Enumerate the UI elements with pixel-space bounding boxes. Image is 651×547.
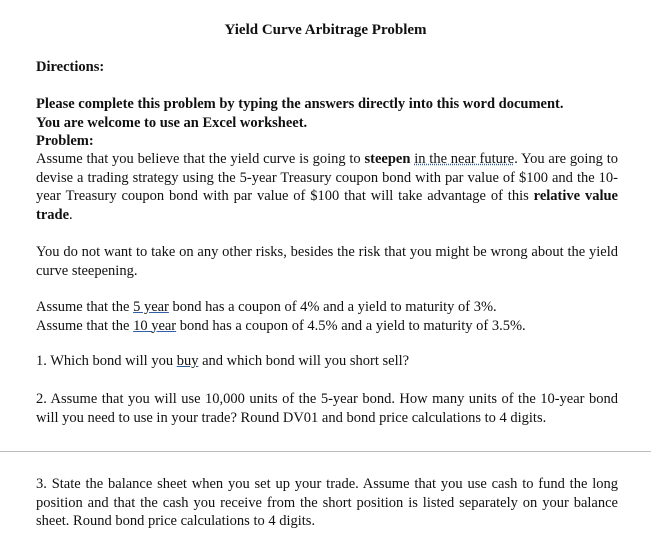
question-3: 3. State the balance sheet when you set up your trade. Assume that you use cash to fund the long position and that the cash you receive from the short position is listed separately on your balance sheet. Round bond price calculations to 4 digits. <box>36 476 618 529</box>
problem-label: Problem: <box>36 133 94 149</box>
instructions <box>36 95 618 151</box>
risk-paragraph: You do not want to take on any other risks, besides the risk that you might be wrong about the yield curve steepening. <box>36 244 618 279</box>
page-divider <box>0 451 651 452</box>
five-year-link: 5 year <box>133 299 169 315</box>
question-1: 1. Which bond will you buy and which bond will you short sell? <box>36 353 410 369</box>
bond-assumptions: Assume that the 5 year bond has a coupon of 4% and a yield to maturity of 3%. Assume that the 10 year bond has a coupon of 4.5% and a yield to maturity of 3.5%. <box>36 299 526 334</box>
document-title: Yield Curve Arbitrage Problem <box>224 22 427 38</box>
instructions-line-2: You are welcome to use an Excel worksheet. <box>36 114 308 131</box>
instructions-line-1: Please complete this problem by typing the answers directly into this word document. <box>36 96 564 112</box>
problem-paragraph: Assume that you believe that the yield curve is going to steepen in the near future. You are going to devise a trading strategy using the 5-year Treasury coupon bond with par value of $100 and the 10-year Treasury coupon bond with par value of $100 that will take advantage of this relative value trade. <box>36 151 618 223</box>
near-future-phrase: in the near future <box>414 151 515 167</box>
steepen-emphasis: steepen <box>364 151 411 167</box>
buy-word: buy <box>176 353 199 369</box>
ten-year-link: 10 year <box>133 317 177 334</box>
relative-value-trade-emphasis: relative value trade <box>36 188 618 223</box>
directions-label: Directions: <box>36 59 105 75</box>
question-2: 2. Assume that you will use 10,000 units of the 5-year bond. How many units of the 10-year bond will you need to use in your trade? Round DV01 and bond price calculations to 4 digits. <box>36 391 618 426</box>
